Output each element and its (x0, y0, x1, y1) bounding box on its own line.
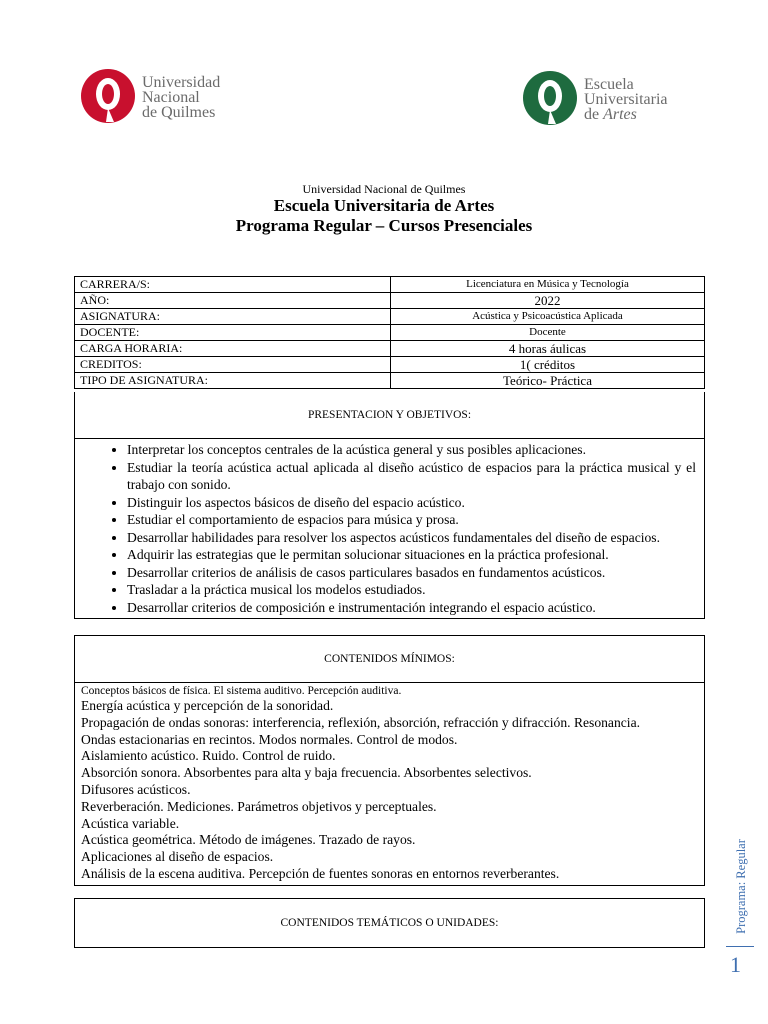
minimum-contents-section (74, 635, 705, 886)
contents-list (75, 683, 704, 885)
side-program-label-text: Programa: Regular (733, 838, 748, 934)
content-line: Conceptos básicos de física. El sistema auditivo. Percepción auditiva. (81, 685, 402, 697)
eua-logo-text (584, 77, 668, 122)
school-name: Escuela Universitaria de Artes (273, 196, 495, 215)
program-title: Programa Regular – Cursos Presenciales (235, 216, 533, 235)
unq-logo-text (142, 75, 220, 120)
content-line: Energía acústica y percepción de la sonoridad. (81, 698, 334, 713)
content-line: Acústica variable. (81, 815, 180, 831)
info-row-carrera (75, 277, 705, 293)
unq-logo-line3: de Quilmes (142, 103, 216, 121)
info-value: Teórico- Práctica (391, 373, 705, 389)
eua-logo-line3-italic: Artes (603, 105, 637, 123)
objective-item: • Trasladar a la práctica musical los modelos estudiados. (127, 581, 696, 599)
university-name: Universidad Nacional de Quilmes (302, 182, 466, 196)
info-value: Acústica y Psicoacústica Aplicada (391, 309, 705, 325)
info-label: CARRERA/S: (75, 277, 391, 293)
section-heading: PRESENTACION Y OBJETIVOS: (75, 392, 704, 439)
objectives-section (74, 392, 705, 619)
page-number: 1 (730, 952, 741, 977)
content-line: Aislamiento acústico. Ruido. Control de ruido. (81, 748, 336, 764)
thematic-contents-section (74, 898, 705, 948)
section-heading: CONTENIDOS MÍNIMOS: (75, 636, 704, 683)
info-label: CARGA HORARIA: (75, 341, 391, 357)
course-info-table (74, 276, 705, 389)
objective-item: • Interpretar los conceptos centrales de la acústica general y sus posibles aplicaciones. (127, 441, 696, 459)
objectives-list (75, 439, 704, 618)
info-row-carga (75, 341, 705, 357)
content-line: Ondas estacionarias en recintos. Modos normales. Control de modos. (81, 731, 458, 747)
info-value: 1( créditos (391, 357, 705, 373)
content-line: Análisis de la escena auditiva. Percepción de fuentes sonoras en entornos reverberantes. (81, 865, 560, 881)
info-label: TIPO DE ASIGNATURA: (75, 373, 391, 389)
info-label: ASIGNATURA: (75, 309, 391, 325)
unq-logo-line1: Universidad (142, 73, 221, 91)
unq-q-emblem-icon (80, 68, 136, 126)
unq-logo (80, 68, 220, 126)
info-row-docente (75, 325, 705, 341)
objective-item: • Desarrollar habilidades para resolver los aspectos acústicos fundamentales del diseño de espacios. (127, 529, 696, 547)
eua-logo-line3-prefix: de (584, 105, 604, 123)
eua-logo-line2: Universitaria (584, 90, 668, 108)
info-row-asignatura (75, 309, 705, 325)
content-line: Acústica geométrica. Método de imágenes. Trazado de rayos. (81, 832, 416, 848)
objective-item: • Distinguir los aspectos básicos de diseño del espacio acústico. (127, 494, 696, 512)
info-row-creditos (75, 357, 705, 373)
unq-logo-line2: Nacional (142, 88, 200, 106)
content-line: Propagación de ondas sonoras: interferencia, reflexión, absorción, refracción y difracción. Resonancia. (81, 714, 641, 730)
eua-logo (522, 70, 668, 128)
side-divider (726, 946, 754, 947)
info-value: 4 horas áulicas (391, 341, 705, 357)
info-value: Docente (391, 325, 705, 341)
info-value: 2022 (391, 293, 705, 309)
content-line: Reverberación. Mediciones. Parámetros objetivos y perceptuales. (81, 798, 437, 814)
objective-item: • Adquirir las estrategias que le permitan solucionar situaciones en la práctica profesional. (127, 546, 696, 564)
section-heading: CONTENIDOS TEMÁTICOS O UNIDADES: (280, 917, 499, 929)
eua-logo-line3 (584, 107, 668, 122)
side-program-label (731, 830, 751, 942)
eua-q-emblem-icon (522, 70, 578, 128)
objective-item: • Desarrollar criterios de composición e instrumentación integrando el espacio acústico. (127, 599, 696, 617)
content-line: Absorción sonora. Absorbentes para alta y baja frecuencia. Absorbentes selectivos. (81, 765, 532, 781)
info-value: Licenciatura en Música y Tecnología (391, 277, 705, 293)
content-line: Aplicaciones al diseño de espacios. (81, 849, 274, 865)
objective-item: • Desarrollar criterios de análisis de casos particulares basados en fundamentos acústicos. (127, 564, 696, 582)
objective-item: • Estudiar el comportamiento de espacios para música y prosa. (127, 511, 696, 529)
info-label: CREDITOS: (75, 357, 391, 373)
document-header (0, 182, 768, 236)
info-label: DOCENTE: (75, 325, 391, 341)
eua-logo-line1: Escuela (584, 75, 634, 93)
info-label: AÑO: (75, 293, 391, 309)
content-line: Difusores acústicos. (81, 781, 191, 797)
info-row-tipo (75, 373, 705, 389)
objective-item: • Estudiar la teoría acústica actual aplicada al diseño acústico de espacios para la práctica musical y el trabajo con sonido. (127, 459, 696, 494)
info-row-anio (75, 293, 705, 309)
